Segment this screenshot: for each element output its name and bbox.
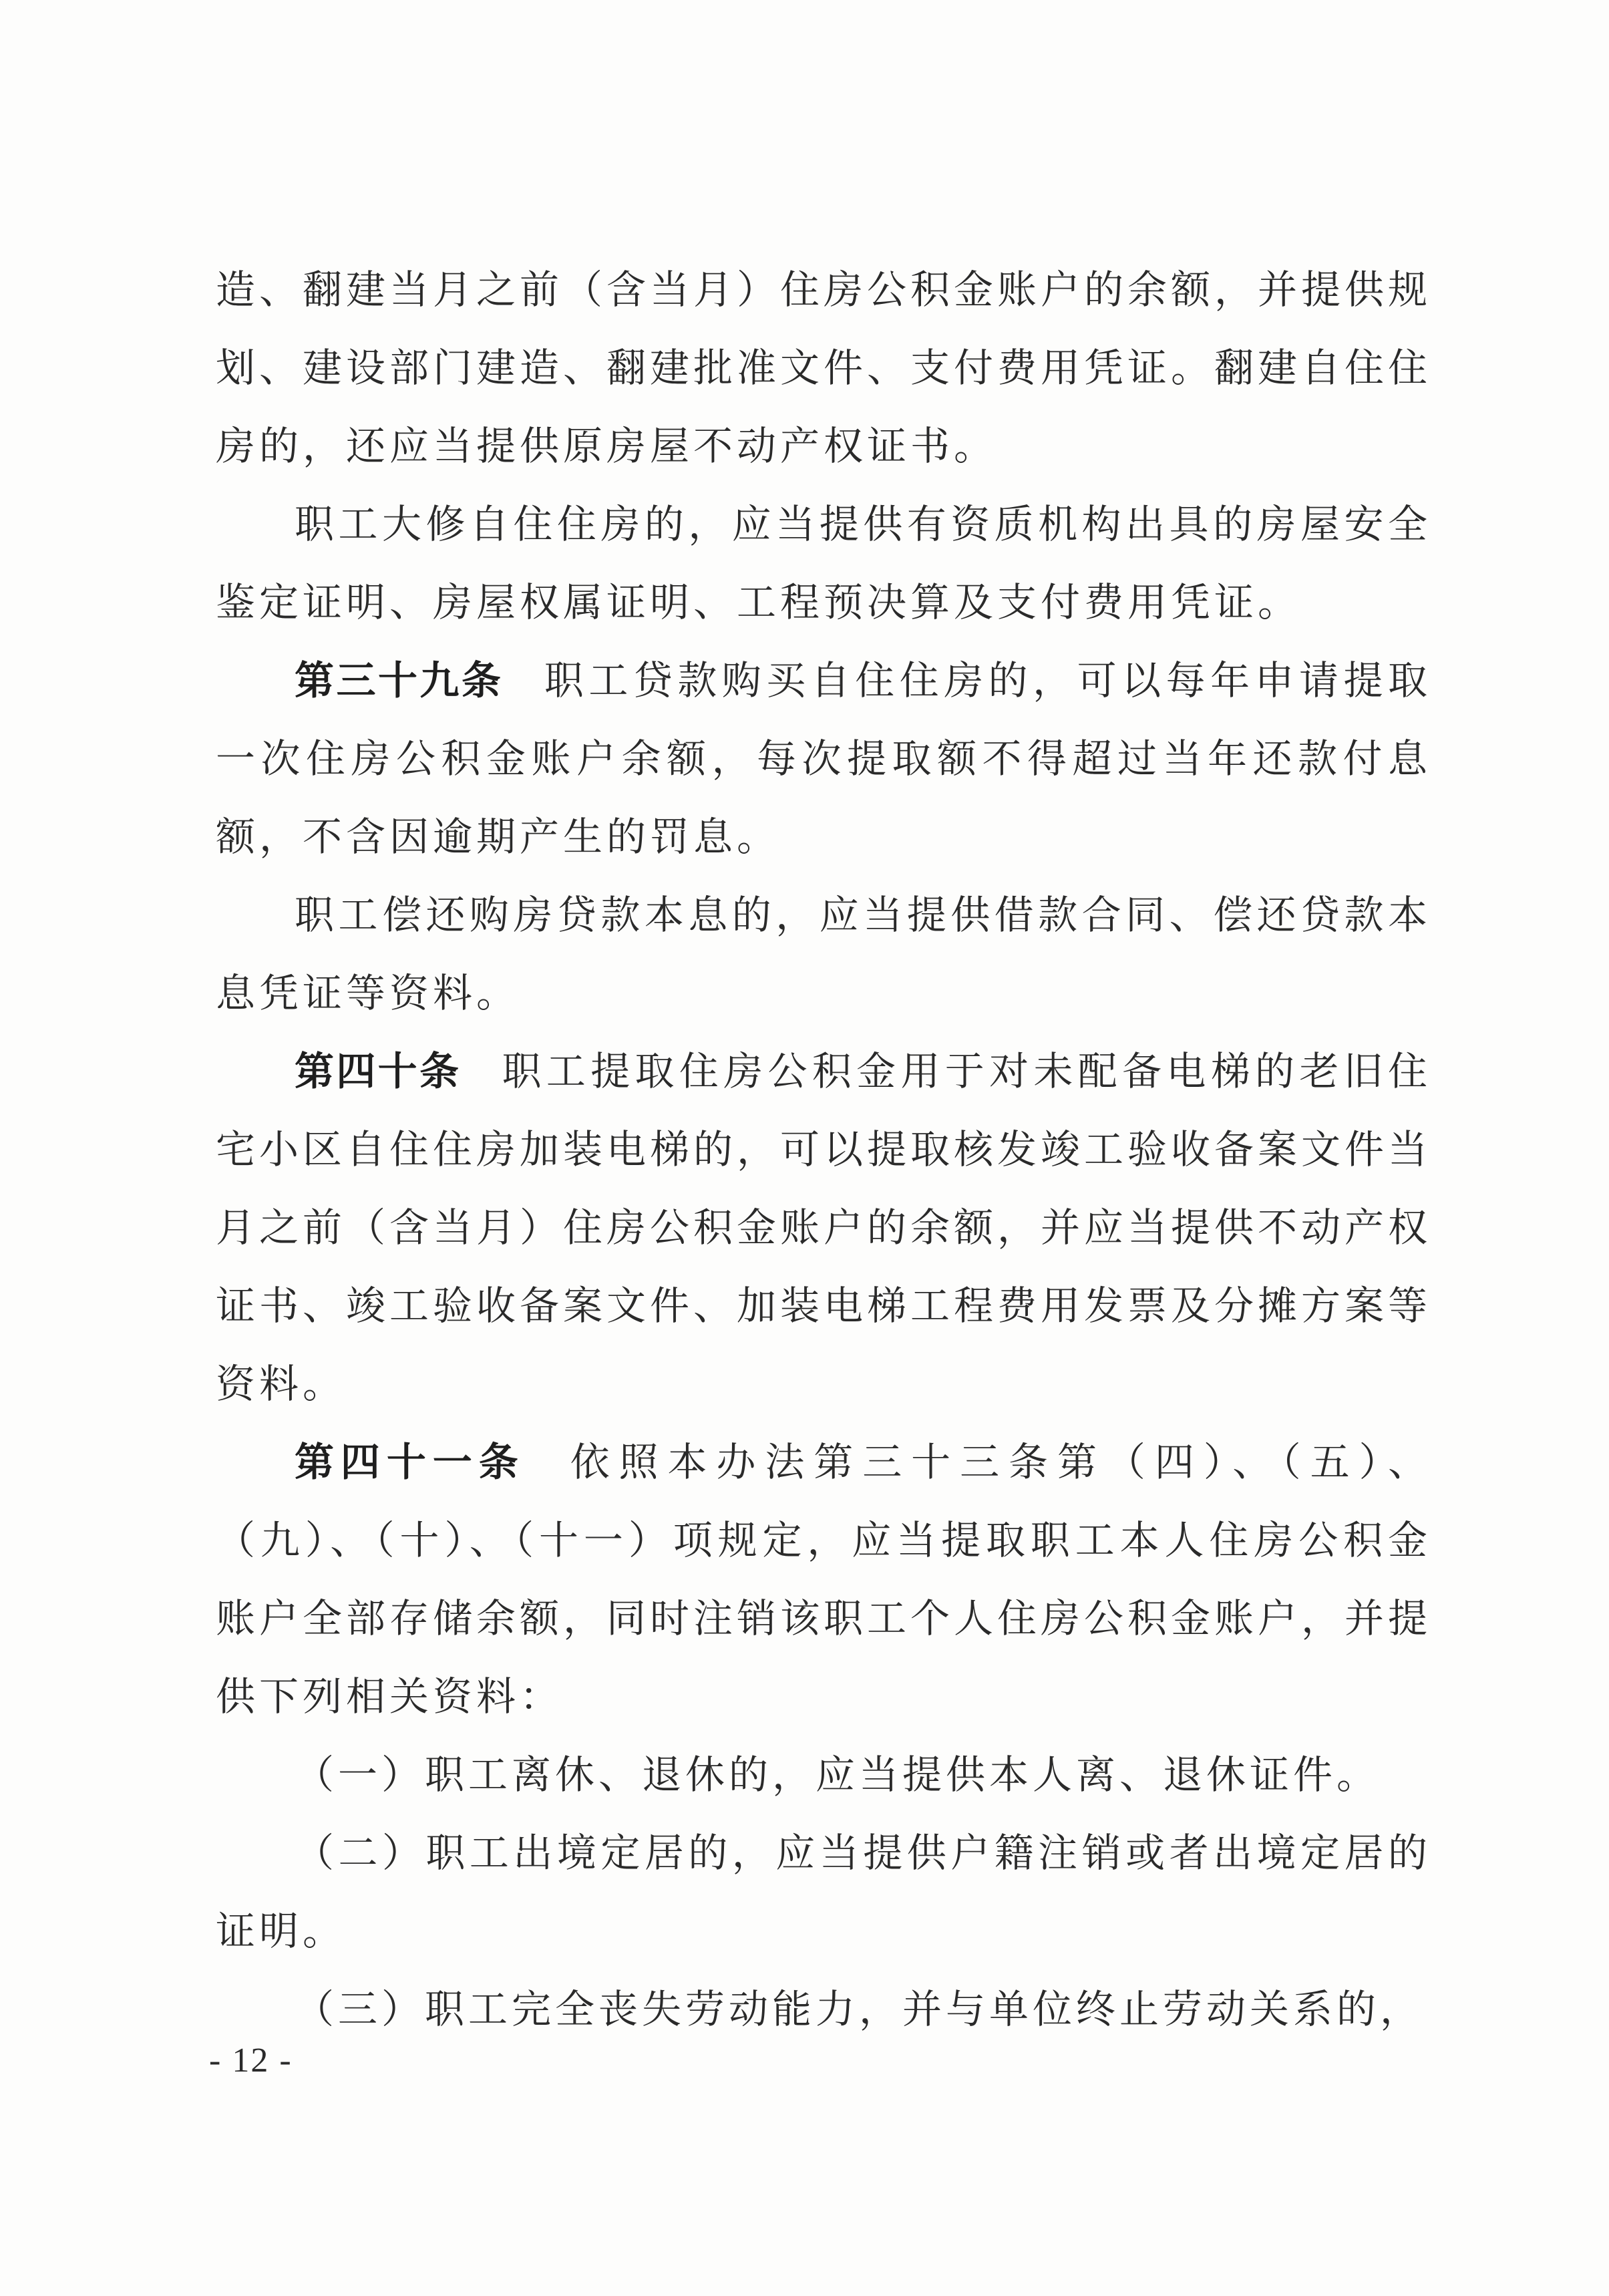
paragraph-text: 依照本办法第三十三条第（四）、（五）、（九）、（十）、（十一）项规定，应当提取职工本人住房公积金账户全部存储余额，同时注销该职工个人住房公积金账户，并提供下列相关资料：: [216, 1439, 1432, 1719]
article-41: [216, 1423, 1431, 1736]
article-number: 第三十九条: [295, 657, 504, 703]
paragraph-2: [216, 485, 1431, 641]
article-40: [216, 1032, 1431, 1423]
paragraph-text: 造、翻建当月之前（含当月）住房公积金账户的余额，并提供规划、建设部门建造、翻建批准文件、支付费用凭证。翻建自住住房的，还应当提供原房屋不动产权证书。: [216, 267, 1432, 469]
paragraph-text: 职工提取住房公积金用于对未配备电梯的老旧住宅小区自住住房加装电梯的，可以提取核发竣工验收备案文件当月之前（含当月）住房公积金账户的余额，并应当提供不动产权证书、竣工验收备案文件、加装电梯工程费用发票及分摊方案等资料。: [216, 1048, 1432, 1407]
paragraph-text: （二）职工出境定居的，应当提供户籍注销或者出境定居的证明。: [216, 1830, 1431, 1954]
page-number: - 12 -: [209, 2041, 293, 2080]
article-number: 第四十条: [295, 1048, 462, 1094]
paragraph-text: （一）职工离休、退休的，应当提供本人离、退休证件。: [295, 1752, 1381, 1798]
list-item-1: [216, 1736, 1431, 1814]
list-item-3: [216, 1970, 1431, 2048]
article-number: 第四十一条: [295, 1439, 525, 1485]
paragraph-4: [216, 876, 1431, 1032]
paragraph-text: 职工贷款购买自住住房的，可以每年申请提取一次住房公积金账户余额，每次提取额不得超过当年还款付息额，不含因逾期产生的罚息。: [216, 657, 1431, 860]
paragraph-text: 职工大修自住住房的，应当提供有资质机构出具的房屋安全鉴定证明、房屋权属证明、工程预决算及支付费用凭证。: [216, 501, 1431, 625]
article-39: [216, 641, 1431, 876]
paragraph-text: （三）职工完全丧失劳动能力，并与单位终止劳动关系的，: [295, 1986, 1424, 2032]
paragraph-1: [216, 251, 1431, 485]
document-body: [216, 251, 1431, 2048]
list-item-2: [216, 1814, 1431, 1970]
paragraph-text: 职工偿还购房贷款本息的，应当提供借款合同、偿还贷款本息凭证等资料。: [216, 892, 1431, 1016]
